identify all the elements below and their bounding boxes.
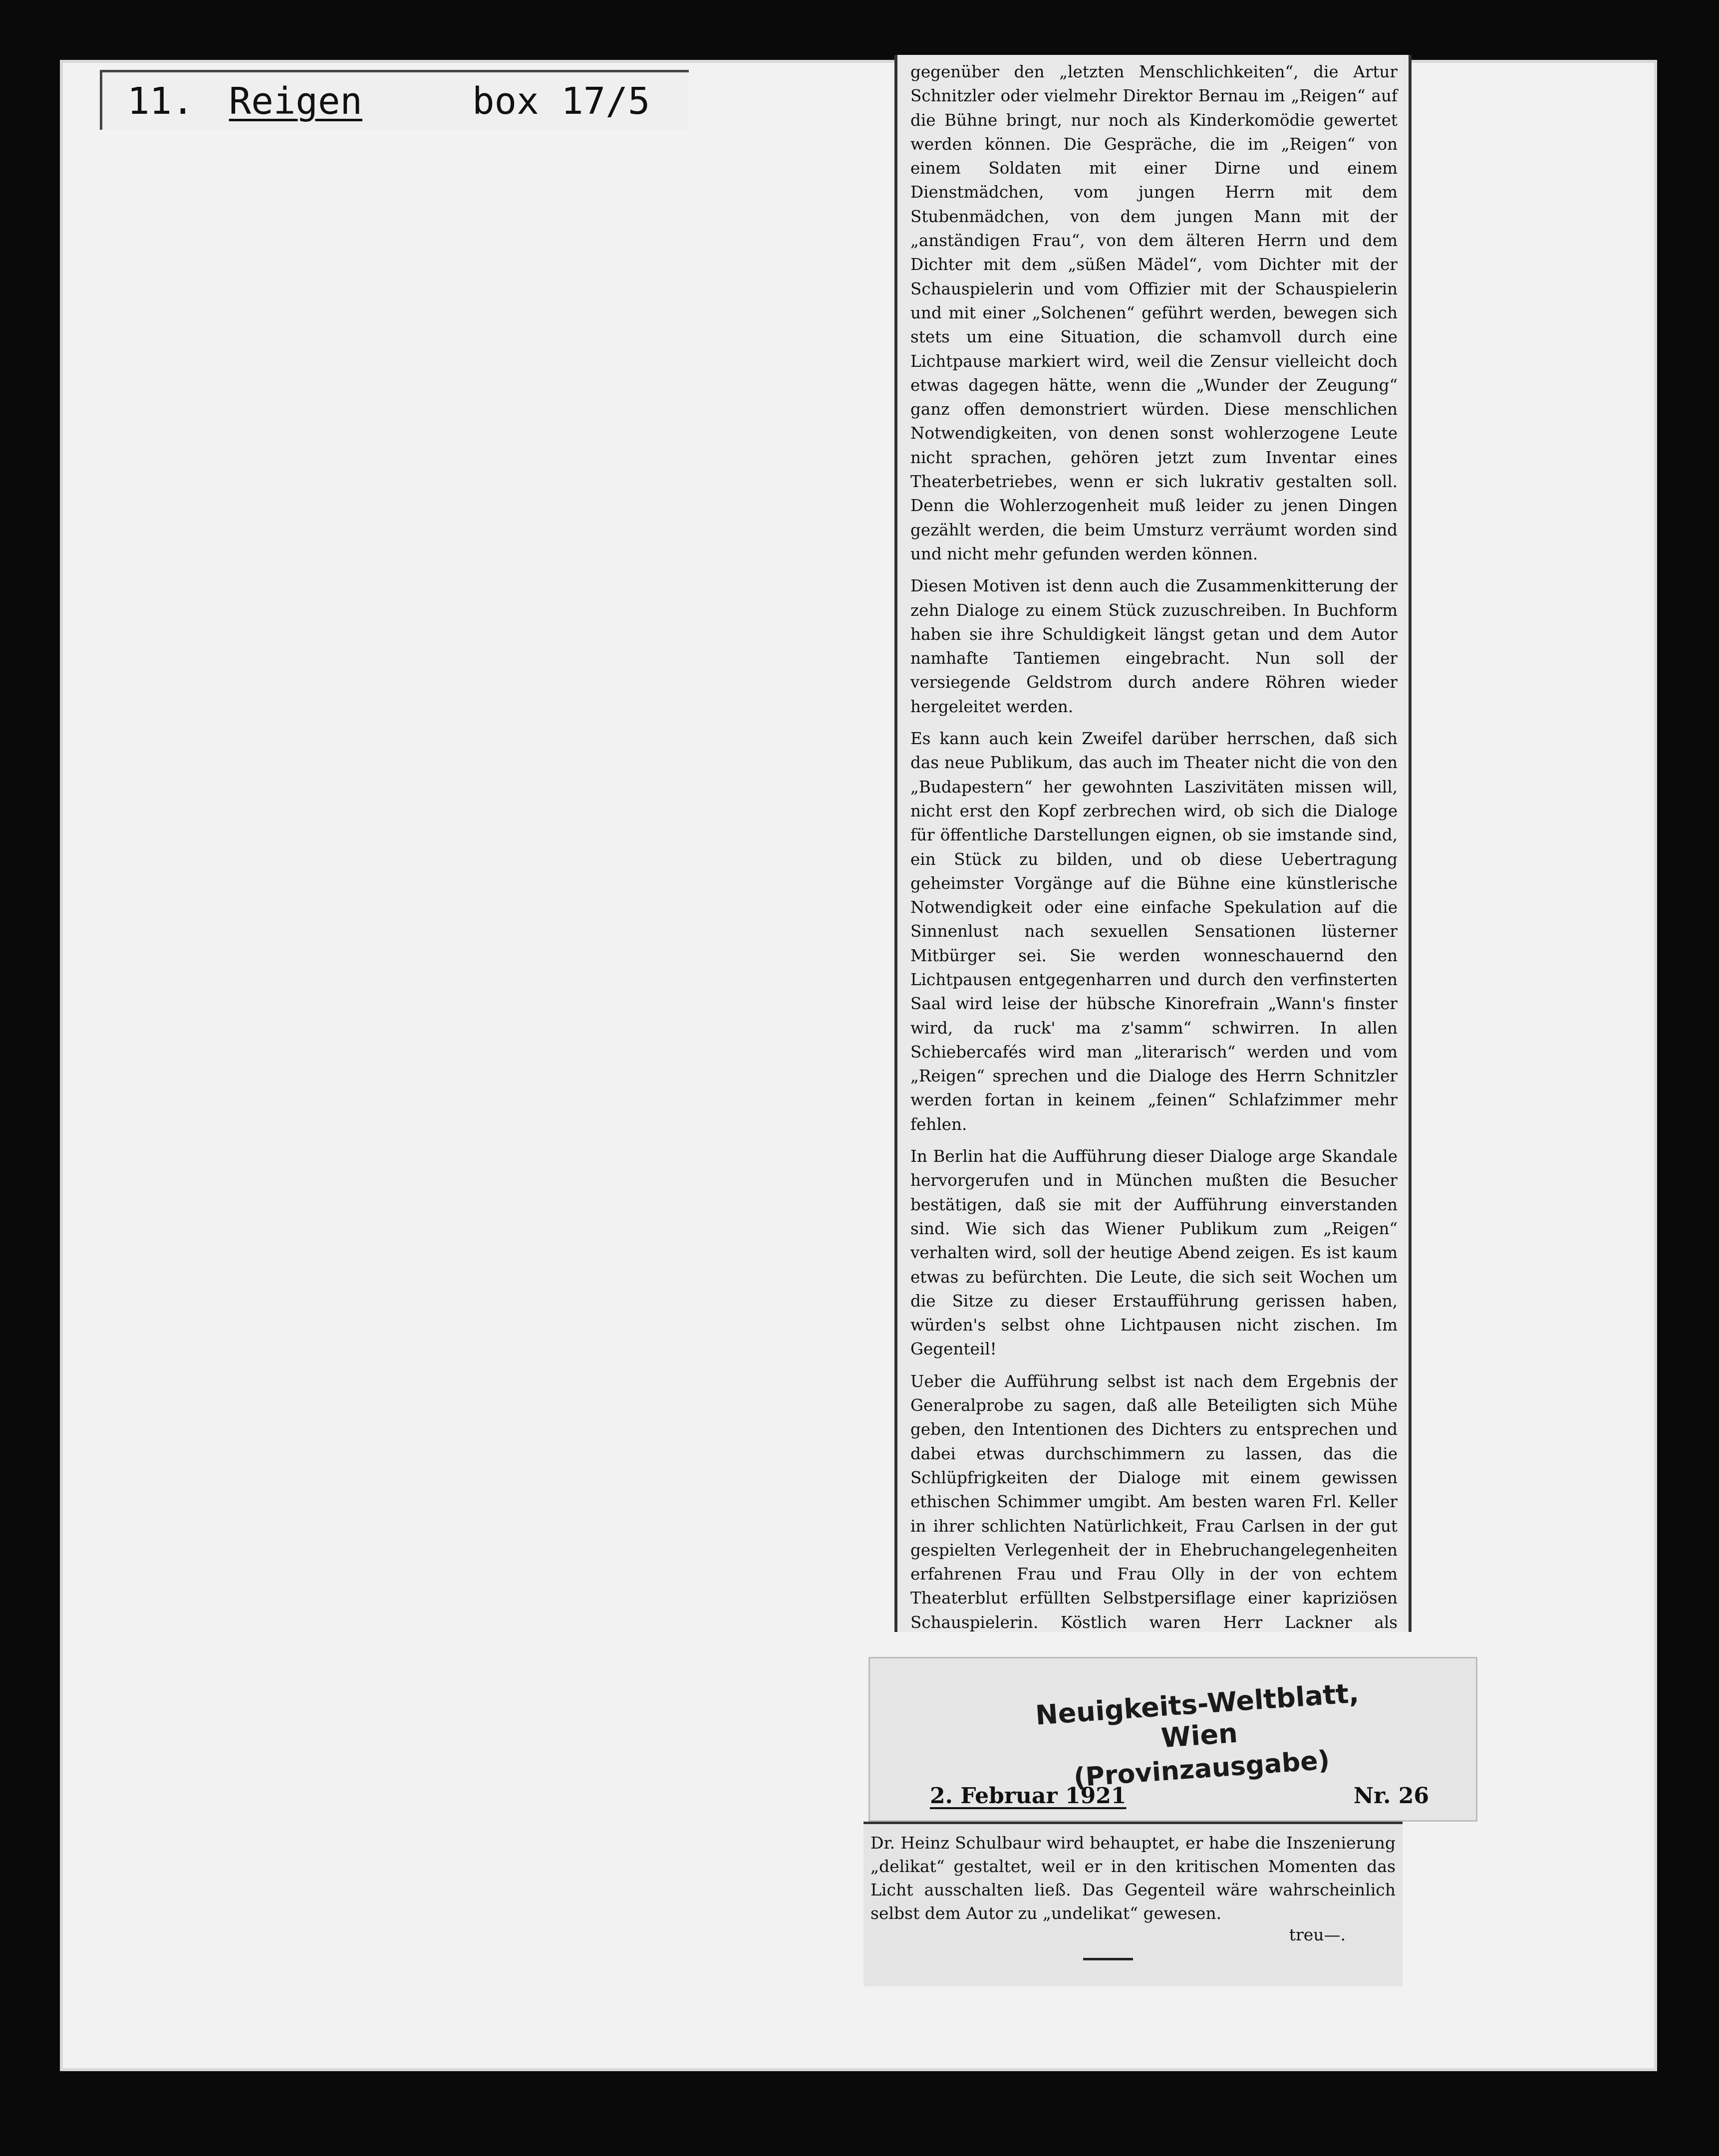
newspaper-edition: (Provinzausgabe) [1073,1745,1331,1793]
end-rule [1083,1958,1133,1960]
folder-title: Reigen [229,79,362,123]
follow-up-article-text: Dr. Heinz Schulbaur wird behauptet, er habe die Inszenierung „delikat“ gestaltet, weil er in den kritischen Momenten das Licht ausschalten ließ. Das Gegenteil wäre wahrscheinlich selbst dem Autor zu „undelikat“ gewesen. [870,1833,1396,1923]
clipping-paragraph-1: gegenüber den „letzten Menschlichkeiten“, die Artur Schnitzler oder vielmehr Direktor Bernau im „Reigen“ auf die Bühne bringt, nur noch als Kinderkomödie gewertet werden können. Die Gespräche, die im „Reigen“ von einem Soldaten mit einer Dirne und einem Dienstmädchen, vom jungen Herrn mit dem Stubenmädchen, von dem jungen Mann mit der „anständigen Frau“, von dem älteren Herrn und dem Dichter mit dem „süßen Mädel“, vom Dichter mit der Schauspielerin und vom Offizier mit der Schauspielerin und mit einer „Solchenen“ geführt werden, bewegen sich stets um eine Situation, die schamvoll durch eine Lichtpause markiert wird, weil die Zensur vielleicht doch etwas dagegen hätte, wenn die „Wunder der Zeugung“ ganz offen demonstriert würden. Diese menschlichen Notwendigkeiten, von denen sonst wohlerzogene Leute nicht sprachen, gehören jetzt zum Inventar eines Theaterbetriebes, wenn er sich lukrativ gestalten soll. Denn die Wohlerzogenheit muß leider zu jenen Dingen gezählt werden, die beim Umsturz verräumt worden sind und nicht mehr gefunden werden können. [910,62,1398,563]
clipping-paragraph-4: In Berlin hat die Aufführung dieser Dialoge arge Skandale hervorgerufen und in München mußten die Besucher bestätigen, daß sie mit der Aufführung einverstanden sind. Wie sich das Wiener Publikum zum „Reigen“ verhalten wird, soll der heutige Abend zeigen. Es ist kaum etwas zu befürchten. Die Leute, die sich seit Wochen um die Sitze zu dieser Erstaufführung gerissen haben, würden's selbst ohne Lichtpausen nicht zischen. Im Gegenteil! [910,1147,1398,1359]
follow-up-article-slip [863,1822,1403,1986]
author-signature: treu—. [1289,1925,1346,1944]
issue-number: Nr. 26 [1353,1783,1429,1809]
newspaper-clipping [894,55,1412,1632]
archive-label [100,70,689,130]
newspaper-stamp [1022,1676,1377,1796]
clipping-paragraph-5: Ueber die Aufführung selbst ist nach dem Ergebnis der Generalprobe zu sagen, daß alle Beteiligten sich Mühe geben, den Intentionen des Dichters zu entsprechen und dabei etwas durchschimmern zu lassen, das die Schlüpfrigkeiten der Dialoge mit einem gewissen ethischen Schimmer umgibt. Am besten waren Frl. Keller in ihrer schlichten Natürlichkeit, Frau Carlsen in der gut gespielten Verlegenheit der in Ehebruchangelegenheiten erfahrenen Frau und Frau Olly in der von echtem Theaterblut erfüllten Selbstpersiflage einer kapriziösen Schauspielerin. Köstlich waren Herr Lackner als [910,1371,1398,1632]
clipping-paragraph-3: Es kann auch kein Zweifel darüber herrschen, daß sich das neue Publikum, das auch im Theater nicht die von den „Budapestern“ her gewohnten Laszivitäten missen will, nicht erst den Kopf zerbrechen wird, ob sich die Dialoge für öffentliche Darstellungen eignen, ob sie imstande sind, ein Stück zu bilden, und ob diese Uebertragung geheimster Vorgänge auf die Bühne eine künstlerische Notwendigkeit oder eine einfache Spekulation auf die Sinnenlust nach sexuellen Sensationen lüsterner Mitbürger sei. Sie werden wonneschauernd den Lichtpausen entgegenharren und durch den verfinsterten Saal wird leise der hübsche Kinorefrain „Wann's finster wird, da ruck' ma z'samm“ schwirren. In allen Schiebercafés wird man „literarisch“ werden und vom „Reigen“ sprechen und die Dialoge des Herrn Schnitzler werden fortan in keinem „feinen“ Schlafzimmer mehr fehlen. [910,729,1398,1134]
box-number: box 17/5 [472,79,650,123]
clipping-paragraph-2: Diesen Motiven ist denn auch die Zusammenkitterung der zehn Dialoge zu einem Stück zuzuschreiben. In Buchform haben sie ihre Schuldigkeit längst getan und dem Autor namhafte Tantiemen eingebracht. Nun soll der versiegende Geldstrom durch andere Röhren wieder hergeleitet werden. [910,576,1398,716]
publication-date: 2. Februar 1921 [930,1783,1127,1809]
item-number: 11. [127,79,194,123]
newspaper-name: Neuigkeits-Weltblatt, Wien [1034,1677,1360,1754]
dateline [930,1783,1429,1809]
newspaper-masthead-slip [868,1657,1477,1822]
